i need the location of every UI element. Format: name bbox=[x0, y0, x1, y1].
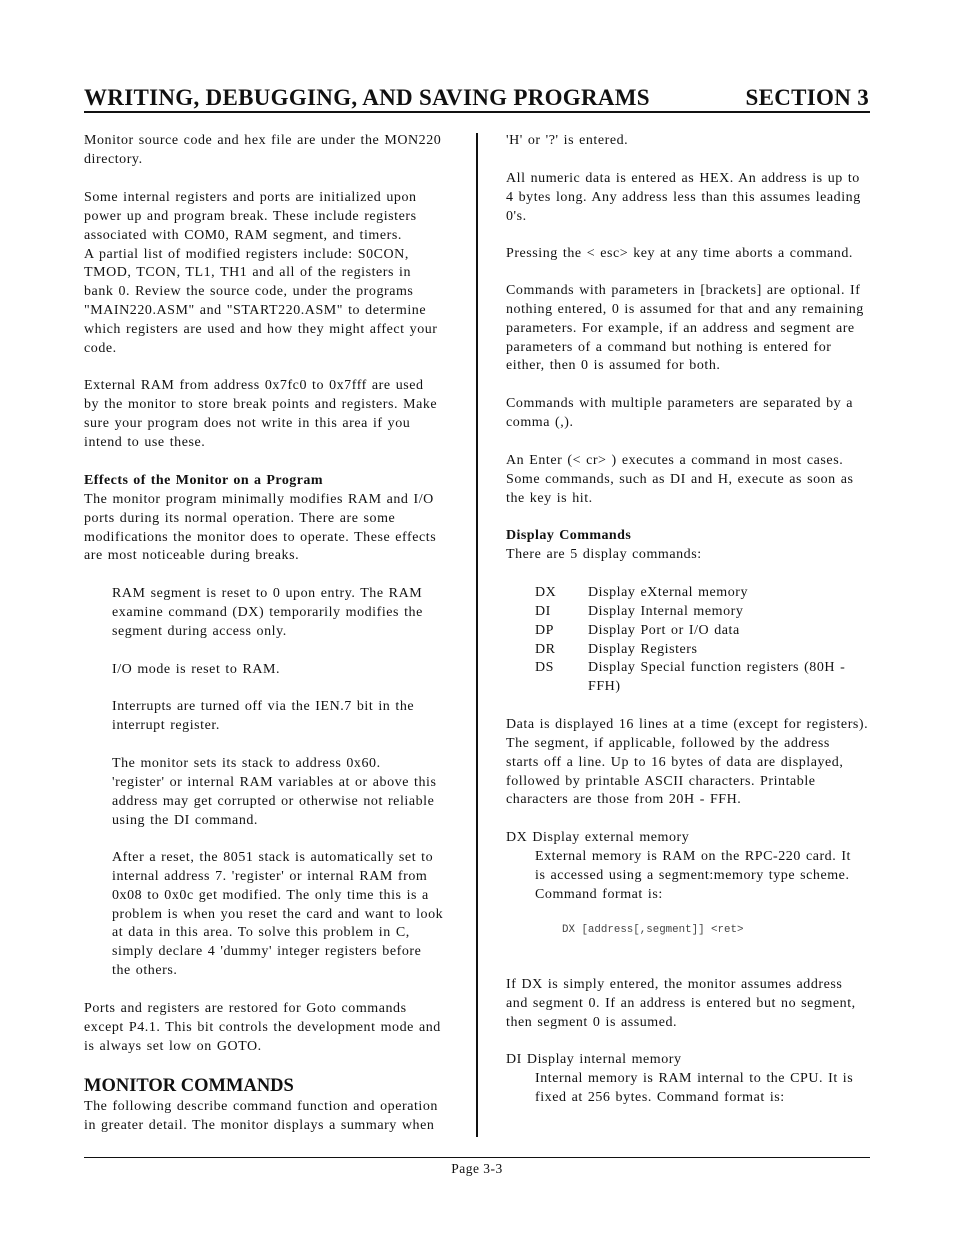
section-heading: MONITOR COMMANDS bbox=[84, 1076, 294, 1096]
text-line: Internal memory is RAM internal to the CPU. It is bbox=[535, 1071, 854, 1086]
paragraph bbox=[506, 452, 854, 509]
paragraph bbox=[506, 716, 868, 810]
text-line: by the monitor to store break points and registers. Make bbox=[84, 396, 438, 412]
text-line: bank 0. Review the source code, under the programs bbox=[84, 284, 414, 300]
command-description: Display Port or I/O data bbox=[588, 622, 740, 638]
text-line: except P4.1. This bit controls the development mode and bbox=[84, 1019, 441, 1035]
text-line: is always set low on GOTO. bbox=[84, 1038, 262, 1054]
text-line: examine command (DX) temporarily modifies the bbox=[112, 604, 423, 620]
text-line: followed by printable ASCII characters. Printable bbox=[506, 773, 816, 789]
text-line: using the DI command. bbox=[112, 812, 258, 828]
indented-paragraph bbox=[535, 848, 851, 905]
paragraph bbox=[506, 132, 628, 151]
text-line: then segment 0 is assumed. bbox=[506, 1014, 678, 1030]
text-line: The monitor program minimally modifies RAM and I/O bbox=[84, 491, 434, 507]
text-line: parameters of a command but nothing is entered for bbox=[506, 339, 832, 355]
paragraph bbox=[506, 282, 864, 376]
text-line: the key is hit. bbox=[506, 490, 593, 506]
text-line: are most noticeable during breaks. bbox=[84, 548, 300, 564]
text-line: All numeric data is entered as HEX. An address is up to bbox=[506, 171, 860, 186]
text-line: which registers are used and how they might affect your bbox=[84, 321, 438, 337]
text-line: DX Display external memory bbox=[506, 830, 690, 845]
text-line: 'register' or internal RAM variables at or above this bbox=[112, 774, 437, 790]
text-line: External RAM from address 0x7fc0 to 0x7fff are used bbox=[84, 378, 424, 393]
text-line: Monitor source code and hex file are under the MON220 bbox=[84, 133, 442, 148]
text-line: The following describe command function and operation bbox=[84, 1099, 438, 1114]
text-line: 0x08 to 0x0c get modified. The only time this is a bbox=[112, 887, 429, 903]
text-line: Data is displayed 16 lines at a time (except for registers). bbox=[506, 717, 869, 732]
text-line: Commands with parameters in [brackets] are optional. If bbox=[506, 283, 861, 298]
command-code: DX bbox=[535, 585, 557, 600]
text-line: comma (,). bbox=[506, 414, 574, 430]
text-line: internal address 7. 'register' or internal RAM from bbox=[112, 868, 428, 884]
command-row-continued bbox=[535, 678, 865, 697]
command-description: Display Registers bbox=[588, 641, 698, 657]
command-description: Display Internal memory bbox=[588, 603, 744, 619]
text-line: RAM segment is reset to 0 upon entry. The RAM bbox=[112, 586, 423, 601]
text-line: intend to use these. bbox=[84, 434, 206, 450]
text-line: the others. bbox=[112, 963, 178, 979]
indented-paragraph bbox=[112, 698, 414, 736]
command-description: FFH) bbox=[588, 679, 621, 695]
text-line: Ports and registers are restored for Goto commands bbox=[84, 1001, 407, 1016]
text-line: and segment 0. If an address is entered but no segment, bbox=[506, 995, 856, 1011]
text-line: parameters. For example, if an address and segment are bbox=[506, 320, 855, 336]
text-line: External memory is RAM on the RPC-220 card. It bbox=[535, 849, 851, 864]
text-line: 0's. bbox=[506, 208, 527, 224]
paragraph bbox=[506, 170, 861, 227]
display-commands-list bbox=[535, 584, 865, 697]
paragraph bbox=[84, 1098, 438, 1136]
text-line: sure your program does not write in this area if you bbox=[84, 415, 411, 431]
text-line: The segment, if applicable, followed by the address bbox=[506, 735, 830, 751]
page-title: WRITING, DEBUGGING, AND SAVING PROGRAMS bbox=[84, 85, 650, 110]
command-description: Display eXternal memory bbox=[588, 585, 749, 600]
text-line: An Enter (< cr> ) executes a command in most cases. bbox=[506, 453, 844, 468]
text-line: starts off a line. Up to 16 bytes of data are displayed, bbox=[506, 754, 844, 770]
paragraph bbox=[84, 1000, 441, 1057]
command-code: DP bbox=[535, 622, 554, 638]
command-description: Display Special function registers (80H - bbox=[588, 660, 846, 676]
command-row bbox=[535, 622, 865, 641]
text-line: Interrupts are turned off via the IEN.7 bit in the bbox=[112, 699, 415, 714]
text-line: There are 5 display commands: bbox=[506, 546, 702, 562]
command-code: DR bbox=[535, 641, 556, 657]
paragraph bbox=[84, 472, 436, 566]
command-format-example: DX [address[,segment]] <ret> bbox=[562, 924, 744, 936]
paragraph bbox=[506, 395, 853, 433]
command-row bbox=[535, 641, 865, 660]
command-code: DI bbox=[535, 603, 551, 619]
indented-paragraph bbox=[112, 585, 423, 642]
command-code: DS bbox=[535, 660, 554, 676]
text-line: After a reset, the 8051 stack is automatically set to bbox=[112, 850, 434, 865]
text-line: segment during access only. bbox=[112, 623, 287, 639]
text-line: interrupt register. bbox=[112, 717, 220, 733]
text-line: A partial list of modified registers include: S0CON, bbox=[84, 246, 409, 262]
indented-paragraph bbox=[112, 849, 443, 981]
text-line: ports during its normal operation. There are some bbox=[84, 510, 396, 526]
text-line: associated with COM0, RAM segment, and timers. bbox=[84, 227, 402, 243]
text-line: characters are those from 20H - FFH. bbox=[506, 792, 742, 808]
text-line: DI Display internal memory bbox=[506, 1052, 682, 1067]
text-line: I/O mode is reset to RAM. bbox=[112, 662, 281, 677]
text-line: directory. bbox=[84, 151, 143, 167]
subsection-heading: Effects of the Monitor on a Program bbox=[84, 473, 323, 488]
text-line: is accessed using a segment:memory type scheme. bbox=[535, 867, 850, 883]
text-line: If DX is simply entered, the monitor assumes address bbox=[506, 977, 843, 992]
text-line: modifications the monitor does to operate. These effects bbox=[84, 529, 437, 545]
text-line: in greater detail. The monitor displays a summary when bbox=[84, 1117, 435, 1133]
text-line: either, then 0 is assumed for both. bbox=[506, 358, 721, 374]
paragraph bbox=[84, 377, 437, 452]
text-line: code. bbox=[84, 340, 117, 356]
text-line: Some internal registers and ports are initialized upon bbox=[84, 190, 417, 205]
text-line: address may get corrupted or otherwise not reliable bbox=[112, 793, 435, 809]
command-row bbox=[535, 603, 865, 622]
text-line: Some commands, such as DI and H, execute as soon as bbox=[506, 471, 854, 487]
paragraph bbox=[506, 245, 853, 264]
footer-rule bbox=[84, 1157, 870, 1158]
text-line: problem is when you reset the card and want to look bbox=[112, 906, 444, 922]
text-line: Commands with multiple parameters are separated by a bbox=[506, 396, 853, 411]
text-line: at data in this area. To solve this problem in C, bbox=[112, 925, 410, 941]
subsection-heading: Display Commands bbox=[506, 528, 632, 543]
indented-paragraph bbox=[112, 755, 436, 830]
command-row bbox=[535, 584, 865, 603]
paragraph bbox=[84, 132, 441, 170]
indented-paragraph bbox=[535, 1070, 853, 1108]
text-line: simply declare 4 'dummy' integer registers before bbox=[112, 944, 422, 960]
text-line: Pressing the < esc> key at any time aborts a command. bbox=[506, 246, 853, 261]
text-line: fixed at 256 bytes. Command format is: bbox=[535, 1089, 785, 1105]
indented-paragraph bbox=[112, 661, 280, 680]
command-row bbox=[535, 659, 865, 678]
text-line: "MAIN220.ASM" and "START220.ASM" to determine bbox=[84, 303, 427, 319]
paragraph bbox=[84, 189, 438, 359]
header-rule bbox=[84, 111, 870, 113]
column-divider bbox=[476, 133, 478, 1137]
paragraph bbox=[506, 976, 856, 1033]
text-line: Command format is: bbox=[535, 886, 663, 902]
text-line: nothing entered, 0 is assumed for that and any remaining bbox=[506, 301, 864, 317]
paragraph bbox=[506, 527, 702, 565]
command-title bbox=[506, 1051, 682, 1070]
text-line: TMOD, TCON, TL1, TH1 and all of the registers in bbox=[84, 265, 412, 281]
text-line: The monitor sets its stack to address 0x60. bbox=[112, 756, 381, 771]
text-line: 4 bytes long. Any address less than this assumes leading bbox=[506, 189, 861, 205]
text-line: power up and program break. These include registers bbox=[84, 208, 417, 224]
text-line: 'H' or '?' is entered. bbox=[506, 133, 629, 148]
command-title bbox=[506, 829, 689, 848]
page-number: Page 3-3 bbox=[451, 1161, 503, 1176]
section-label: SECTION 3 bbox=[745, 85, 869, 110]
